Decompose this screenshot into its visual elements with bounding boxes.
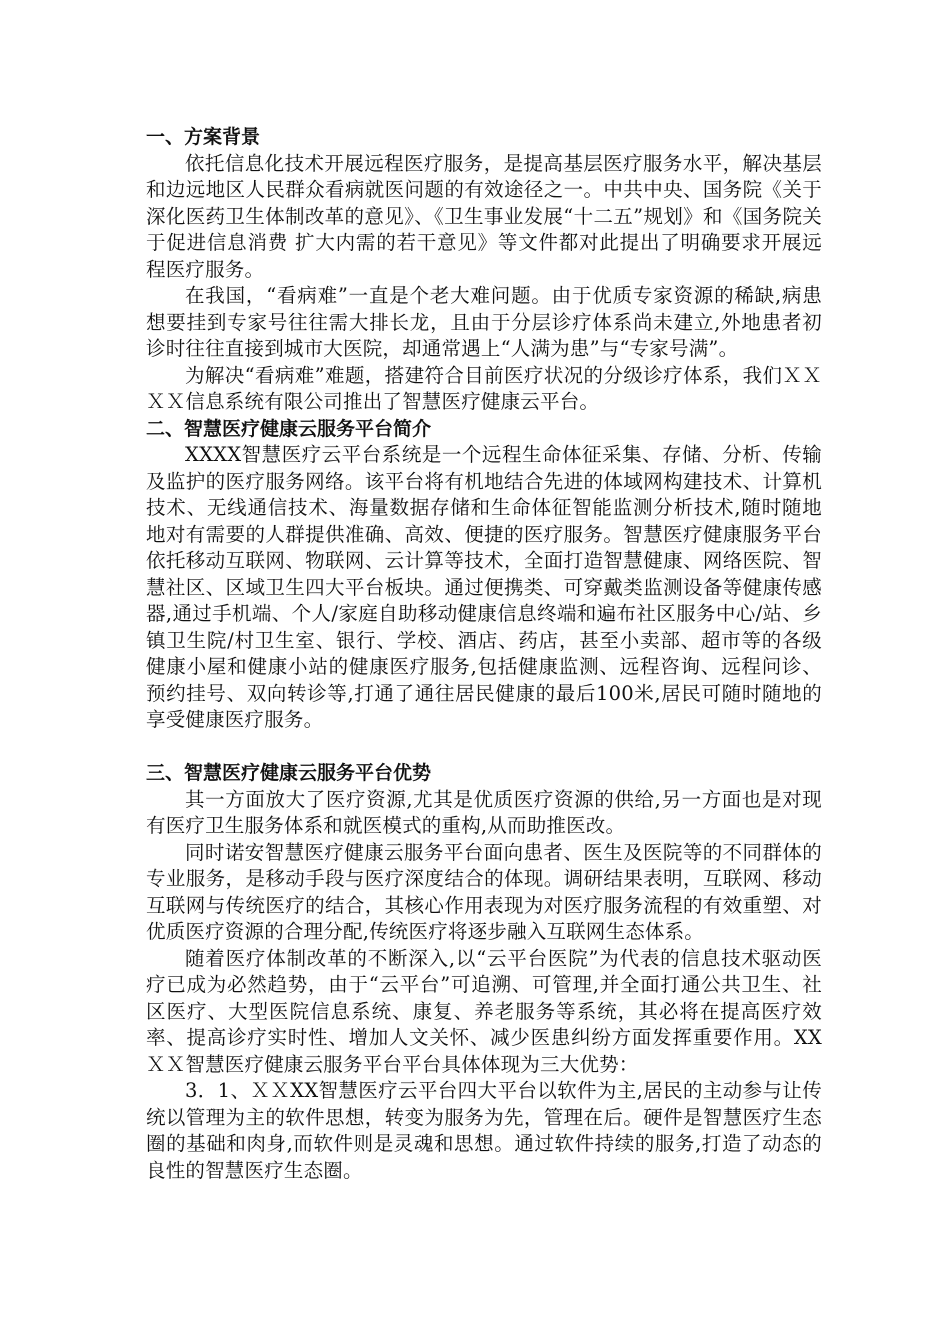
paragraph: 依托信息化技术开展远程医疗服务，是提高基层医疗服务水平，解决基层和边远地区人民群众看病就医问题的有效途径之一。中共中央、国务院《关于深化医药卫生体制改革的意见》、《卫生事业发展“十二五”规划》和《国务院关于促进信息消费 扩大内需的若干意见》等文件都对此提出了明确要求开展远程医疗服务。 <box>146 151 822 281</box>
paragraph: 3．1、ＸＸXX智慧医疗云平台四大平台以软件为主,居民的主动参与让传统以管理为主的软件思想，转变为服务为先，管理在后。硬件是智慧医疗生态圈的基础和肉身,而软件则是灵魂和思想。通过软件持续的服务,打造了动态的良性的智慧医疗生态圈。 <box>146 1079 822 1182</box>
document-page <box>146 124 822 1184</box>
paragraph: XXXX智慧医疗云平台系统是一个远程生命体征采集、存储、分析、传输及监护的医疗服务网络。该平台将有机地结合先进的体域网构建技术、计算机技术、无线通信技术、海量数据存储和生命体征智能监测分析技术,随时随地地对有需要的人群提供准确、高效、便捷的医疗服务。智慧医疗健康服务平台依托移动互联网、物联网、云计算等技术，全面打造智慧健康、网络医院、智慧社区、区域卫生四大平台板块。通过便携类、可穿戴类监测设备等健康传感器,通过手机端、个人/家庭自助移动健康信息终端和遍布社区服务中心/站、乡镇卫生院/村卫生室、银行、学校、酒店、药店，甚至小卖部、超市等的各级健康小屋和健康小站的健康医疗服务,包括健康监测、远程咨询、远程问诊、预约挂号、双向转诊等,打通了通往居民健康的最后100米,居民可随时随地的享受健康医疗服务。 <box>146 443 822 731</box>
blank-line <box>146 734 822 761</box>
section-background <box>146 124 822 416</box>
section-heading: 三、智慧医疗健康云服务平台优势 <box>146 762 432 784</box>
section-heading: 一、方案背景 <box>146 126 261 148</box>
paragraph: 随着医疗体制改革的不断深入,以“云平台医院”为代表的信息技术驱动医疗已成为必然趋势，由于“云平台”可追溯、可管理,并全面打通公共卫生、社区医疗、大型医院信息系统、康复、养老服务等系统，其必将在提高医疗效率、提高诊疗实时性、增加人文关怀、减少医患纠纷方面发挥重要作用。XXＸＸ智慧医疗健康云服务平台平台具体体现为三大优势： <box>146 946 822 1076</box>
paragraph: 同时诺安智慧医疗健康云服务平台面向患者、医生及医院等的不同群体的专业服务，是移动手段与医疗深度结合的体现。调研结果表明，互联网、移动互联网与传统医疗的结合，其核心作用表现为对医疗服务流程的有效重塑、对优质医疗资源的合理分配,传统医疗将逐步融入互联网生态体系。 <box>146 840 822 943</box>
paragraph: 为解决“看病难”难题，搭建符合目前医疗状况的分级诊疗体系，我们ＸＸＸＸ信息系统有限公司推出了智慧医疗健康云平台。 <box>146 363 822 413</box>
section-advantages <box>146 760 822 1184</box>
paragraph: 在我国，“看病难”一直是个老大难问题。由于优质专家资源的稀缺,病患想要挂到专家号往往需大排长龙，且由于分层诊疗体系尚未建立,外地患者初诊时往往直接到城市大医院，却通常遇上“人满为患”与“专家号满”。 <box>146 284 822 360</box>
paragraph: 其一方面放大了医疗资源,尤其是优质医疗资源的供给,另一方面也是对现有医疗卫生服务体系和就医模式的重构,从而助推医改。 <box>146 787 822 837</box>
section-heading: 二、智慧医疗健康云服务平台简介 <box>146 417 432 440</box>
section-introduction <box>146 416 822 734</box>
